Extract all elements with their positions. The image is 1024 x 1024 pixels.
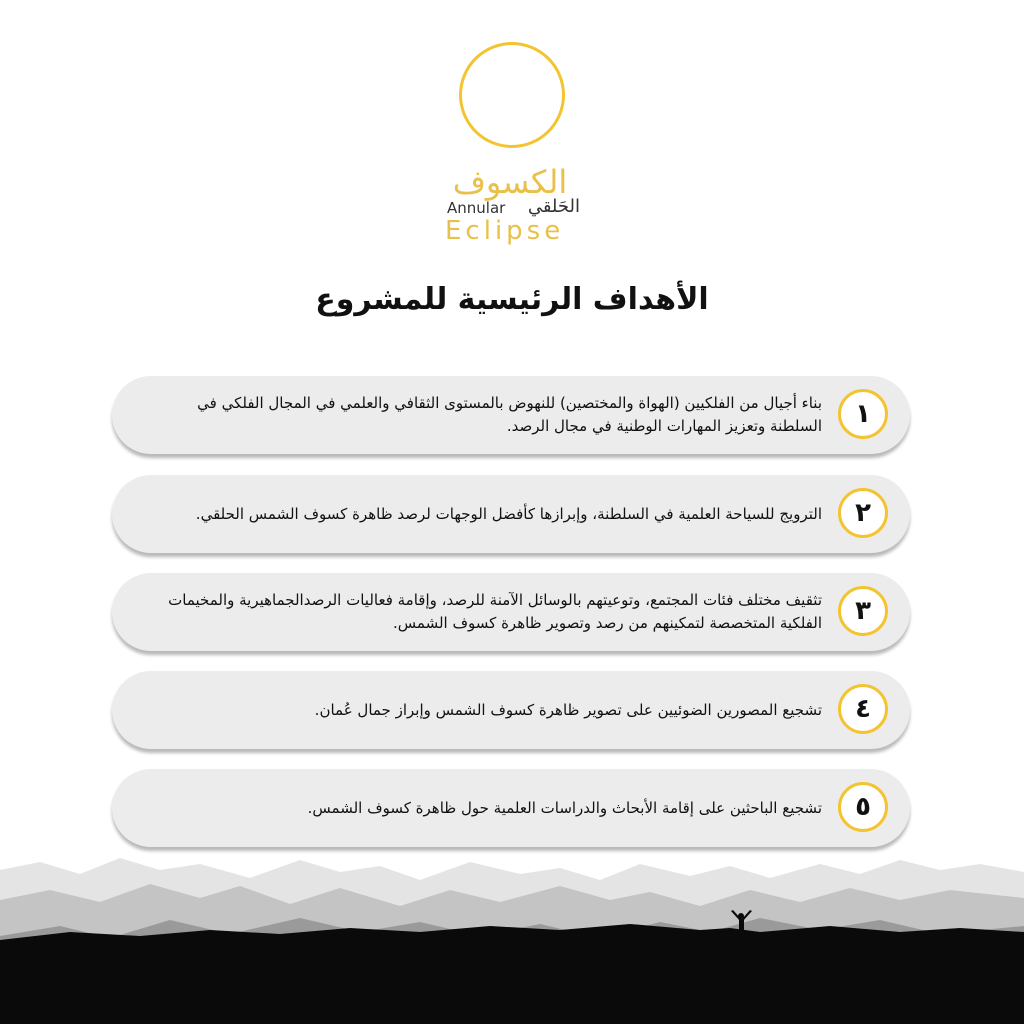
goal-number-badge: ١	[838, 389, 888, 439]
goal-text	[142, 769, 822, 847]
goal-card-1	[112, 376, 910, 454]
logo-arabic-line2: الحَلقي	[527, 196, 580, 217]
goal-text	[142, 573, 822, 651]
goal-text	[142, 376, 822, 454]
goal-card-3	[112, 573, 910, 651]
goal-text-content: تشجيع الباحثين على إقامة الأبحاث والدراسات العلمية حول ظاهرة كسوف الشمس.	[307, 798, 822, 817]
goal-card-4	[112, 671, 910, 749]
mountain-silhouette	[0, 840, 1024, 1024]
goal-text-content: بناء أجيال من الفلكيين (الهواة والمختصين) للنهوض بالمستوى الثقافي والعلمي في المجال الفلكي في السلطنة وتعزيز المهارات الوطنية في مجال الرصد.	[197, 394, 822, 435]
goal-card-5	[112, 769, 910, 847]
mountain-layer-front	[0, 924, 1024, 1024]
goal-number-badge: ٤	[838, 684, 888, 734]
goal-number-badge: ٣	[838, 586, 888, 636]
goal-text-content: تشجيع المصورين الضوئيين على تصوير ظاهرة كسوف الشمس وإبراز جمال عُمان.	[314, 700, 822, 719]
goal-number-badge: ٥	[838, 782, 888, 832]
goal-text	[142, 671, 822, 749]
logo-arabic-line1: الكسوف	[452, 163, 568, 201]
logo-english-line2: Eclipse	[445, 216, 565, 246]
goal-text-content: تثقيف مختلف فئات المجتمع، وتوعيتهم بالوسائل الآمنة للرصد، وإقامة فعاليات الرصدالجماهيرية والمخيمات الفلكية المتخصصة لتمكينهم من رصد وتصوير ظاهرة كسوف الشمس.	[168, 591, 822, 632]
goal-number-badge: ٢	[838, 488, 888, 538]
logo-english-line1: Annular	[447, 199, 506, 217]
goal-text-content: الترويج للسياحة العلمية في السلطنة، وإبرازها كأفضل الوجهات لرصد ظاهرة كسوف الشمس الحلقي.	[195, 504, 822, 523]
page-title: الأهداف الرئيسية للمشروع	[315, 282, 709, 317]
goal-card-2	[112, 475, 910, 553]
goal-text	[142, 475, 822, 553]
